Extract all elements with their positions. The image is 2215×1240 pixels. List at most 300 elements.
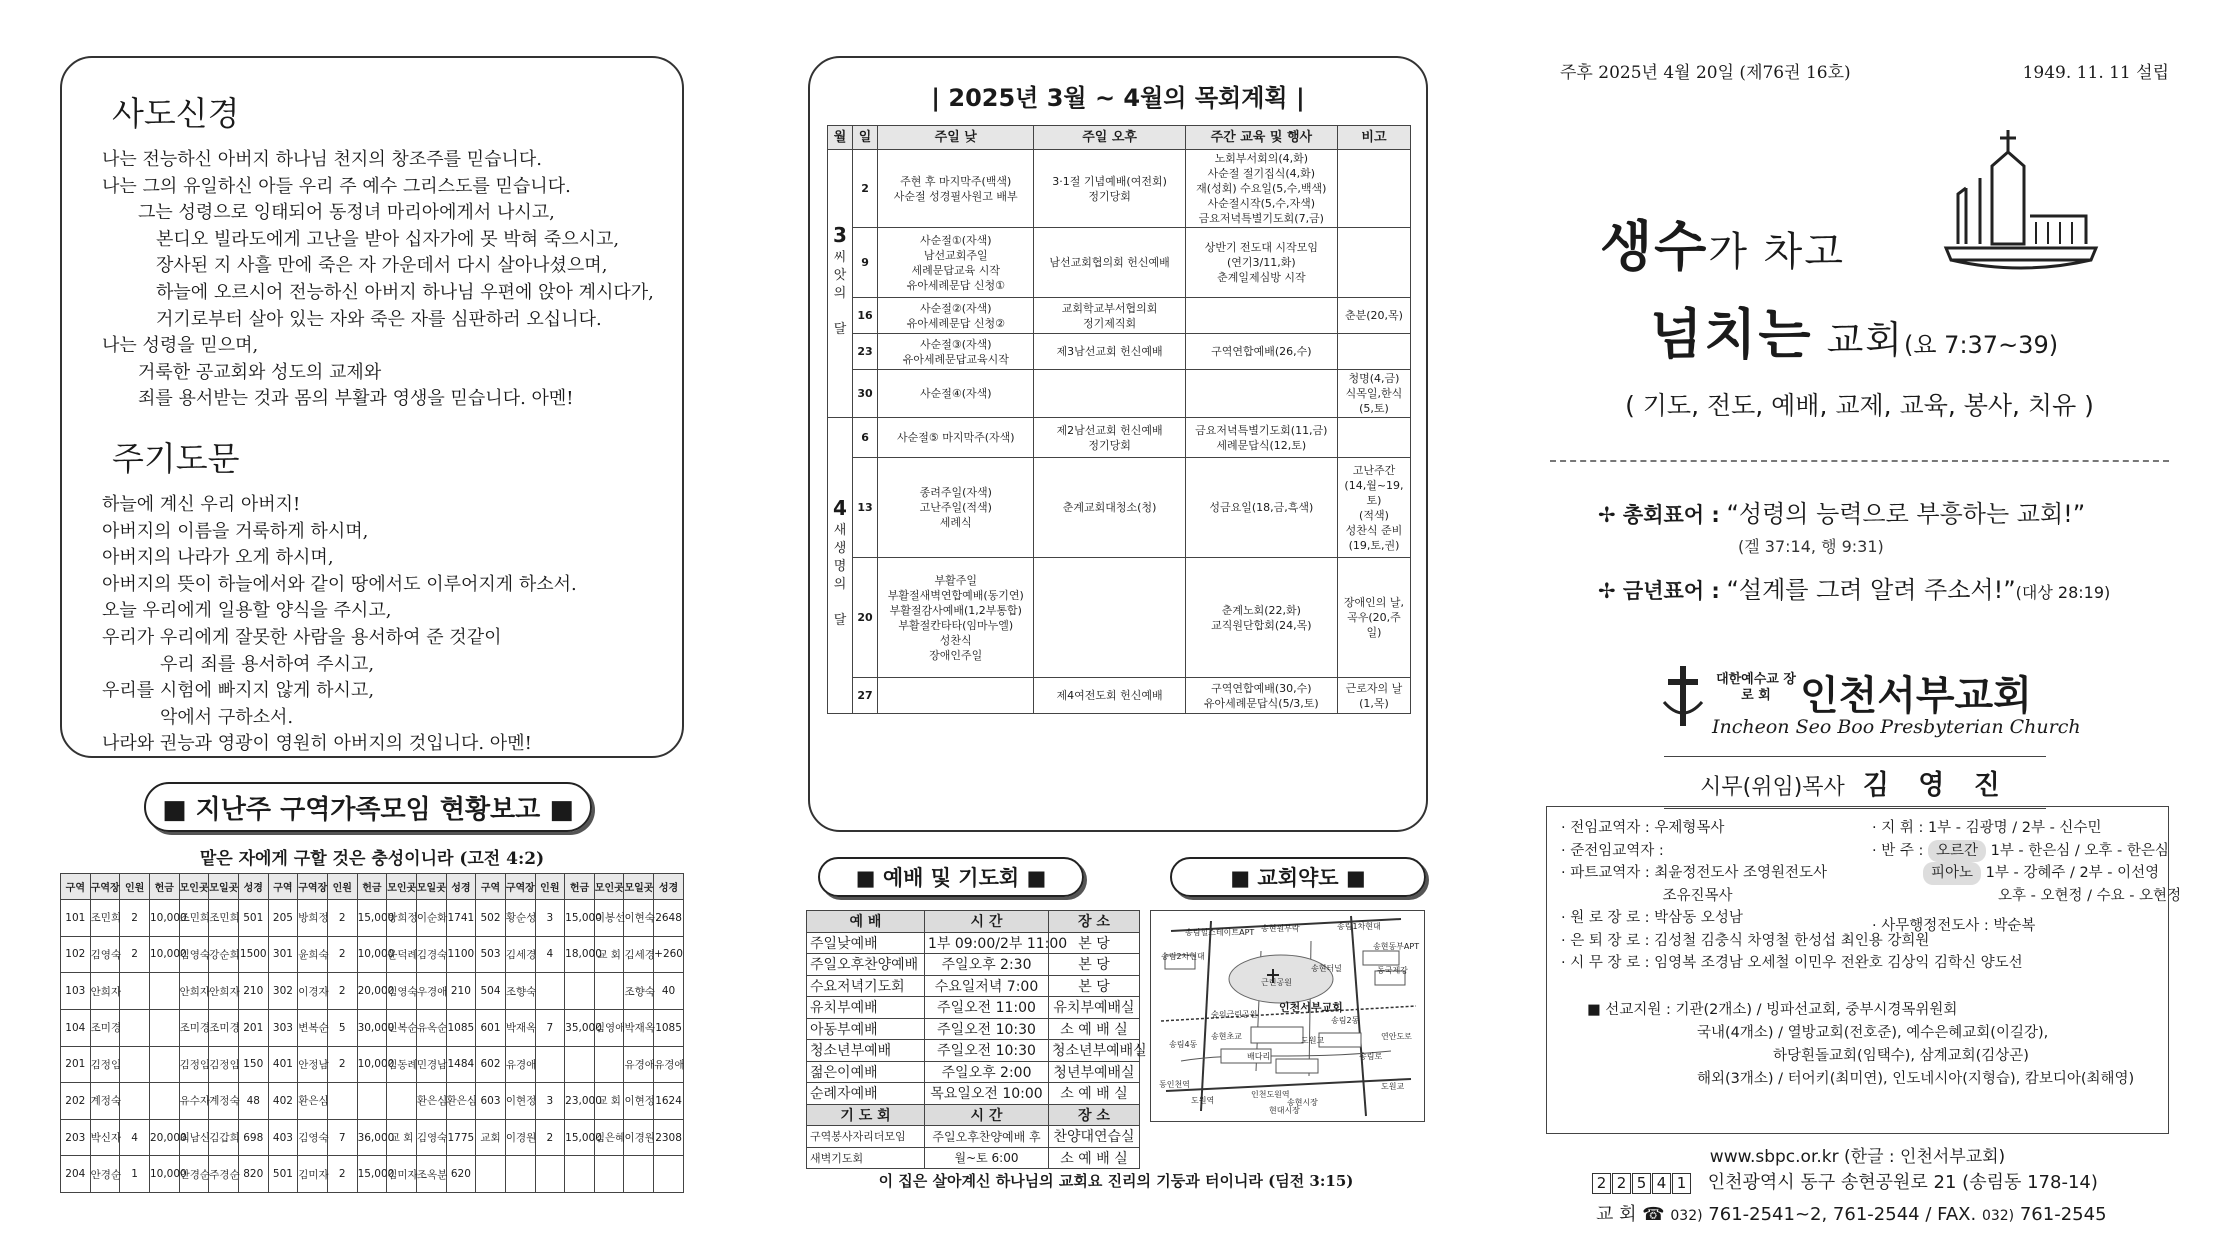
zip-digit: 1 <box>1672 1173 1691 1194</box>
plan-header: 주일 오후 <box>1034 126 1185 150</box>
report-cell: 유경애 <box>654 1046 684 1083</box>
report-cell: 203 <box>61 1119 91 1156</box>
plan-month-wrap <box>828 496 852 630</box>
map-label: 송림2차현대 <box>1161 952 1205 961</box>
table-row <box>61 973 684 1010</box>
table-row <box>807 1040 1140 1062</box>
report-cell: 2 <box>327 973 357 1010</box>
report-cell: 박재옥 <box>505 1009 535 1046</box>
plan-day: 30 <box>853 370 878 418</box>
worship-cell: 주일오전 10:30 <box>925 1018 1049 1040</box>
report-cell: 502 <box>476 900 506 937</box>
report-cell: 1775 <box>446 1119 476 1156</box>
report-cell: 김정임 <box>179 1046 209 1083</box>
report-cell: 유경애 <box>505 1046 535 1083</box>
report-cell: 20,000 <box>357 973 387 1010</box>
report-cell: 40 <box>654 973 684 1010</box>
map-church-label: 인천서부교회 <box>1279 1001 1343 1014</box>
senior-pastor: 시무(위임)목사 김 영 진 <box>1664 756 2046 809</box>
ministry-plan-table <box>827 125 1411 714</box>
report-cell <box>505 1156 535 1193</box>
plan-cell-am <box>878 558 1034 678</box>
worship-cell: 아동부예배 <box>807 1018 925 1040</box>
report-cell: 민복순 <box>387 1009 417 1046</box>
plan-cell-pm <box>1034 370 1185 418</box>
plan-cell-line: 제4여전도회 헌신예배 <box>1056 689 1163 702</box>
report-cell: 강순희 <box>209 936 239 973</box>
report-header: 성경 <box>446 874 476 900</box>
divider <box>1550 460 2169 462</box>
plan-cell-line: 구역연합예배(26,수) <box>1211 345 1312 358</box>
report-cell: 조옥분 <box>416 1156 446 1193</box>
plan-cell-event <box>1185 678 1337 714</box>
annual-motto: ✢ 금년표어 : “설계를 그려 알려 주소서!”(대상 28:19) <box>1598 576 2111 604</box>
report-cell: 1484 <box>446 1046 476 1083</box>
report-cell: 김영숙 <box>387 973 417 1010</box>
report-cell: 이경원 <box>505 1119 535 1156</box>
table-row <box>807 975 1140 997</box>
report-cell: 변복순 <box>298 1009 328 1046</box>
plan-cell-line: 교직원단합회(24,목) <box>1211 618 1312 632</box>
plan-cell-line: 사순절③(자색) <box>919 337 992 351</box>
worship-cell: 주일오전 11:00 <box>925 997 1049 1019</box>
creed-line: 나는 성령을 믿으며, <box>102 335 259 357</box>
plan-month-char: 의 <box>833 577 847 592</box>
plan-cell-am <box>878 228 1034 298</box>
report-subtitle: 맡은 자에게 구할 것은 충성이니라 (고전 4:2) <box>199 849 545 869</box>
staff-line: · 준전임교역자 : <box>1561 842 1664 859</box>
report-cell: 김미자 <box>387 1156 417 1193</box>
creed-prayer-box <box>60 56 684 758</box>
report-cell <box>535 1156 565 1193</box>
report-cell: 김세경 <box>624 936 654 973</box>
report-cell: 윤덕례 <box>387 936 417 973</box>
plan-cell-line: 성금요일(18,금,흑색) <box>1209 501 1314 514</box>
worship-cell: 구역봉사자리더모임 <box>807 1126 925 1148</box>
worship-header: 시 간 <box>925 1104 1049 1126</box>
plan-cell-pm <box>1034 334 1185 370</box>
report-cell: 환은심 <box>298 1083 328 1120</box>
plan-cell-line: 금요저녁특별기도회(7,금) <box>1198 212 1324 225</box>
report-cell: 이봉선 <box>594 900 624 937</box>
creed-line: 거기로부터 살아 있는 자와 죽은 자를 심판하러 오십니다. <box>156 308 602 330</box>
creed-line: 하늘에 오르시어 전능하신 아버지 하나님 우편에 앉아 계시다가, <box>156 281 654 303</box>
plan-cell-line: (적색) <box>1359 508 1389 522</box>
report-header: 인원 <box>120 874 150 900</box>
map-label: 송현시장 <box>1287 1098 1318 1107</box>
report-cell: 김경숙 <box>416 936 446 973</box>
plan-cell-line: 제3남선교회 헌신예배 <box>1056 345 1163 358</box>
plan-month <box>828 150 853 418</box>
report-cell: 1624 <box>654 1083 684 1120</box>
plan-month-name <box>834 249 847 339</box>
map-label: 도원역 <box>1191 1096 1215 1105</box>
mission-line: 국내(4개소) / 열방교회(전호준), 예수은혜교회(이길강), <box>1697 1025 2049 1041</box>
ministry-plan-box <box>808 56 1428 832</box>
plan-month-char <box>834 303 847 321</box>
prayer-line: 오늘 우리에게 일용할 양식을 주시고, <box>102 600 392 622</box>
worship-cell: 찬양대연습실 <box>1049 1126 1140 1148</box>
report-cell: 1 <box>120 1156 150 1193</box>
plan-cell-line: (14,월~19,토) <box>1344 478 1404 507</box>
plan-cell-event <box>1185 228 1337 298</box>
report-cell: 4 <box>120 1119 150 1156</box>
prayer-line: 나라와 권능과 영광이 영원히 아버지의 것입니다. 아멘! <box>102 733 532 755</box>
prayer-title: 주기도문 <box>112 438 240 478</box>
plan-cell-event <box>1185 458 1337 558</box>
report-cell: 이현정 <box>624 1083 654 1120</box>
report-cell: 102 <box>61 936 91 973</box>
plan-cell-pm <box>1034 458 1185 558</box>
plan-month-char: 앗 <box>833 268 847 283</box>
plan-cell-line: 3·1절 기념예배(여전회) <box>1052 174 1167 188</box>
report-cell: 환은심 <box>416 1083 446 1120</box>
report-cell: 방희정 <box>298 900 328 937</box>
report-title: ■ 지난주 구역가족모임 현황보고 ■ <box>144 782 592 832</box>
plan-cell-pm <box>1034 558 1185 678</box>
worship-cell: 청소년부예배실 <box>1049 1040 1140 1062</box>
plan-day: 20 <box>853 558 878 678</box>
report-cell: 402 <box>268 1083 298 1120</box>
report-cell: 5 <box>327 1009 357 1046</box>
plan-month-char <box>834 594 847 612</box>
prayer-line: 우리를 시험에 빠지지 않게 하시고, <box>102 680 375 702</box>
report-header: 성경 <box>238 874 268 900</box>
report-cell: 10,000 <box>149 900 179 937</box>
table-row <box>807 1126 1140 1148</box>
report-cell <box>120 1083 150 1120</box>
plan-cell-line: 춘계일제심방 시작 <box>1217 271 1306 284</box>
report-cell: 205 <box>268 900 298 937</box>
plan-cell-line: 사순절④(자색) <box>919 387 992 400</box>
report-cell: 주경순 <box>209 1156 239 1193</box>
report-cell: 403 <box>268 1119 298 1156</box>
report-cell: 최남신 <box>179 1119 209 1156</box>
creed-line: 장사된 지 사흘 만에 죽은 자 가운데서 다시 살아나셨으며, <box>156 255 608 277</box>
plan-day: 23 <box>853 334 878 370</box>
worship-header: 장 소 <box>1049 911 1140 933</box>
church-map <box>1150 910 1425 1122</box>
plan-cell-line: (연기3/11,화) <box>1226 256 1296 269</box>
plan-cell-am <box>878 370 1034 418</box>
worship-header: 기 도 회 <box>807 1104 925 1126</box>
worship-cell: 목요일오전 10:00 <box>925 1083 1049 1105</box>
plan-cell-pm <box>1034 678 1185 714</box>
worship-cell: 새벽기도회 <box>807 1147 925 1169</box>
report-header: 구역 <box>476 874 506 900</box>
prayer-line: 아버지의 뜻이 하늘에서와 같이 땅에서도 이루어지게 하소서. <box>102 573 577 595</box>
plan-cell-line: 노회부서회의(4,화) <box>1214 152 1309 165</box>
report-cell: 김영애 <box>594 1009 624 1046</box>
worship-cell: 주일오후찬양예배 <box>807 954 925 976</box>
report-cell <box>476 1156 506 1193</box>
report-cell: 교 회 <box>594 1083 624 1120</box>
map-label: 송림힐스테이트APT <box>1185 928 1255 937</box>
staff-line: 조유진목사 <box>1561 887 1733 904</box>
report-header: 인원 <box>535 874 565 900</box>
prayer-line: 악에서 구하소서. <box>160 706 294 728</box>
report-cell <box>149 1009 179 1046</box>
report-cell: 2 <box>327 1046 357 1083</box>
plan-cell-line: 고난주일(적색) <box>919 501 992 514</box>
report-cell: 104 <box>61 1009 91 1046</box>
report-cell: 2 <box>120 900 150 937</box>
report-cell: 이현정 <box>505 1083 535 1120</box>
group-report-table <box>60 873 684 1193</box>
report-cell: 황순성 <box>505 900 535 937</box>
report-cell: 2 <box>327 900 357 937</box>
table-row <box>807 1083 1140 1105</box>
creed-title: 사도신경 <box>112 94 240 133</box>
plan-row <box>828 150 1411 228</box>
worship-header: 시 간 <box>925 911 1049 933</box>
plan-cell-note <box>1337 558 1410 678</box>
report-cell <box>535 1046 565 1083</box>
plan-cell-event <box>1185 418 1337 458</box>
report-cell: 501 <box>268 1156 298 1193</box>
staff-piano: 피아노 1부 - 강혜주 / 2부 - 이선영 <box>1872 862 2181 885</box>
plan-cell-line: 춘계교회대청소(청) <box>1062 501 1157 514</box>
worship-cell: 1부 09:00/2부 11:00 <box>925 932 1049 954</box>
staff-line: · 원 로 장 로 : 박삼동 오성남 <box>1561 910 1743 926</box>
report-cell: 계정숙 <box>90 1083 120 1120</box>
report-cell: 교 회 <box>594 936 624 973</box>
report-cell <box>149 1046 179 1083</box>
report-cell: 유수자 <box>179 1083 209 1120</box>
report-cell: 18,000 <box>565 936 595 973</box>
staff-admin: · 사무행정전도사 : 박순복 <box>1872 918 2036 934</box>
report-cell: 101 <box>61 900 91 937</box>
report-cell: 10,000 <box>357 1046 387 1083</box>
plan-day: 2 <box>853 150 878 228</box>
report-cell: 조미경 <box>90 1009 120 1046</box>
report-cell: 안희자 <box>209 973 239 1010</box>
table-row <box>61 900 684 937</box>
map-label: 숭의근린공원 <box>1211 1010 1258 1019</box>
plan-cell-line: 정기제직회 <box>1083 316 1137 330</box>
worship-cell: 주일낮예배 <box>807 932 925 954</box>
report-cell: 1085 <box>654 1009 684 1046</box>
prayer-line: 우리 죄를 용서하여 주시고, <box>160 653 375 675</box>
report-cell: 조향숙 <box>505 973 535 1010</box>
table-row <box>61 1046 684 1083</box>
plan-day: 27 <box>853 678 878 714</box>
report-cell: 10,000 <box>149 1156 179 1193</box>
report-cell: 조향숙 <box>624 973 654 1010</box>
table-row <box>807 932 1140 954</box>
plan-cell-note <box>1337 298 1410 334</box>
plan-cell-line: 장애인주일 <box>929 648 983 662</box>
general-assembly-motto: ✢ 총회표어 : “성령의 능력으로 부흥하는 교회!” <box>1598 500 2086 528</box>
plan-cell-line: 유아세례문답 신청② <box>906 316 1005 330</box>
report-cell: 김갑희 <box>209 1119 239 1156</box>
map-label: 현대시장 <box>1269 1106 1300 1115</box>
worship-prayer-header-row <box>807 1104 1140 1126</box>
church-values: ( 기도, 전도, 예배, 교제, 교육, 봉사, 치유 ) <box>1625 391 2094 420</box>
plan-row <box>828 418 1411 458</box>
mission-support <box>1587 999 2134 1091</box>
plan-cell-note <box>1337 458 1410 558</box>
denomination: 대한예수교 장 로 회 <box>1716 672 1796 703</box>
staff-accompanist: · 반 주 : 오르간 1부 - 한은심 / 오후 - 한은심 <box>1872 840 2181 863</box>
report-cell: 김미자 <box>298 1156 328 1193</box>
website[interactable]: www.sbpc.or.kr (한글 : 인천서부교회) <box>1709 1147 2006 1167</box>
report-cell: 103 <box>61 973 91 1010</box>
staff-piano-2: 오후 - 오현정 / 수요 - 오현정 <box>1998 887 2182 904</box>
plan-cell-line: 유아세례문답교육시작 <box>902 352 1009 366</box>
table-row <box>807 1061 1140 1083</box>
plan-row <box>828 370 1411 418</box>
cross-emblem-icon <box>1660 664 1706 728</box>
report-cell: 김영숙 <box>90 936 120 973</box>
report-cell: 김동례 <box>387 1046 417 1083</box>
map-label: 동국제강 <box>1377 966 1408 975</box>
plan-cell-line: 부활주일 <box>934 573 977 587</box>
report-header: 모인곳 <box>387 874 417 900</box>
report-cell: 150 <box>238 1046 268 1083</box>
plan-month-wrap <box>828 223 852 339</box>
plan-cell-line: 정기당회 <box>1088 189 1131 203</box>
report-cell: 계정숙 <box>209 1083 239 1120</box>
plan-cell-line: 곡우(20,주일) <box>1347 611 1401 639</box>
report-cell <box>149 973 179 1010</box>
table-row <box>61 936 684 973</box>
plan-cell-line: 부활절새벽연합예배(동기연) <box>887 588 1024 602</box>
report-cell <box>149 1083 179 1120</box>
plan-cell-line: 세례문답식(12,토) <box>1216 438 1307 452</box>
table-row <box>807 1018 1140 1040</box>
plan-cell-line: 장애인의 날, <box>1343 596 1405 609</box>
report-cell: 윤희숙 <box>298 936 328 973</box>
plan-month-char: 달 <box>833 322 847 337</box>
report-cell <box>535 973 565 1010</box>
report-cell: 조민희 <box>90 900 120 937</box>
plan-cell-am <box>878 678 1034 714</box>
report-cell: 이순화 <box>416 900 446 937</box>
plan-cell-note <box>1337 370 1410 418</box>
plan-cell-pm <box>1034 418 1185 458</box>
plan-cell-pm <box>1034 150 1185 228</box>
report-cell: 조미경 <box>209 1009 239 1046</box>
report-cell <box>594 1046 624 1083</box>
plan-row <box>828 334 1411 370</box>
mission-line: 해외(3개소) / 터어키(최미연), 인도네시아(지형습), 캄보디아(최해영) <box>1697 1071 2135 1087</box>
plan-cell-line: 유아세례문답식(5/3,토) <box>1203 696 1319 710</box>
report-cell: 23,000 <box>565 1083 595 1120</box>
map-label: 동인천역 <box>1159 1080 1190 1089</box>
prayer-line: 아버지의 나라가 오게 하시며, <box>102 547 334 569</box>
plan-cell-event <box>1185 298 1337 334</box>
report-cell: 민경남 <box>416 1046 446 1083</box>
map-label: 송현터널 <box>1311 964 1342 973</box>
plan-cell-line: 사순절시작(5,수,자색) <box>1207 197 1316 210</box>
zip-code <box>1592 1172 1692 1193</box>
report-cell: 2 <box>120 936 150 973</box>
report-cell: 환은심 <box>446 1083 476 1120</box>
report-cell: 20,000 <box>149 1119 179 1156</box>
plan-cell-event <box>1185 150 1337 228</box>
report-cell <box>565 1046 595 1083</box>
report-cell: 김영숙 <box>179 936 209 973</box>
plan-cell-line: 사순절 절기집식(4,화) <box>1207 167 1316 180</box>
report-cell: 15,000 <box>357 1156 387 1193</box>
report-cell: 2308 <box>654 1119 684 1156</box>
worship-cell: 소 예 배 실 <box>1049 1147 1140 1169</box>
report-cell <box>120 1046 150 1083</box>
report-cell: 2 <box>327 936 357 973</box>
founded-date: 1949. 11. 11 설립 <box>2022 63 2169 83</box>
map-label: 인천도원역 <box>1251 1090 1290 1099</box>
worship-cell: 주일오후 2:30 <box>925 954 1049 976</box>
plan-cell-line: 고난주간 <box>1352 463 1396 477</box>
staff-line: · 은 퇴 장 로 : 김성철 김충식 차영철 한성섭 최인용 강희원 <box>1561 932 1930 949</box>
worship-cell: 유치부예배실 <box>1049 997 1140 1019</box>
report-cell: 김세경 <box>505 936 535 973</box>
bulletin-date: 주후 2025년 4월 20일 (제76권 16호) <box>1560 63 1851 83</box>
worship-cell: 월~토 6:00 <box>925 1147 1049 1169</box>
zip-digit: 2 <box>1592 1173 1611 1194</box>
church-name: 인천서부교회 <box>1800 673 2032 719</box>
report-cell: 4 <box>535 936 565 973</box>
report-cell <box>594 973 624 1010</box>
report-cell: 10,000 <box>149 936 179 973</box>
report-header: 모인곳 <box>594 874 624 900</box>
report-cell: 204 <box>61 1156 91 1193</box>
map-title: ■ 교회약도 ■ <box>1170 857 1426 897</box>
plan-cell-line: 남선교회협의회 헌신예배 <box>1049 256 1170 269</box>
plan-cell-line: 유아세례문답 신청① <box>906 278 1005 292</box>
worship-cell: 청년부예배실 <box>1049 1061 1140 1083</box>
plan-row <box>828 678 1411 714</box>
map-label: 도원교 <box>1301 1036 1325 1045</box>
plan-cell-line: 사순절②(자색) <box>919 301 992 315</box>
plan-cell-line: 부활절칸타타(임마누엘) <box>898 618 1014 632</box>
slogan-line-2: 넘치는 교회(요 7:37~39) <box>1650 303 2059 366</box>
plan-cell-event <box>1185 334 1337 370</box>
worship-header: 장 소 <box>1049 1104 1140 1126</box>
report-cell <box>624 1156 654 1193</box>
report-cell: 우경애 <box>416 973 446 1010</box>
map-label: 송현초교 <box>1211 1032 1242 1041</box>
staff-line: · 시 무 장 로 : 임영복 조경남 오세철 이민우 전완호 김상익 김학신 양도선 <box>1561 955 2023 971</box>
general-assembly-motto-ref: (겔 37:14, 행 9:31) <box>1738 537 1884 556</box>
report-cell: 503 <box>476 936 506 973</box>
report-cell: 3 <box>535 1083 565 1120</box>
report-cell: 301 <box>268 936 298 973</box>
table-row <box>61 1119 684 1156</box>
plan-cell-line: (1,목) <box>1359 696 1389 710</box>
map-label: 연안도로 <box>1381 1032 1412 1041</box>
report-header: 헌금 <box>149 874 179 900</box>
mission-line: ■ 선교지원 : 기관(2개소) / 빙파선교회, 중부시경목위원회 <box>1587 1002 1958 1018</box>
report-cell: 15,000 <box>565 1119 595 1156</box>
plan-day: 13 <box>853 458 878 558</box>
report-cell: 15,000 <box>357 900 387 937</box>
report-cell: 302 <box>268 973 298 1010</box>
prayer-line: 우리가 우리에게 잘못한 사람을 용서하여 준 것같이 <box>102 626 502 648</box>
report-cell: 안희자 <box>90 973 120 1010</box>
prayer-text <box>102 492 642 758</box>
plan-row <box>828 298 1411 334</box>
report-cell: 820 <box>238 1156 268 1193</box>
map-label: 송현원부락 <box>1261 924 1300 933</box>
zip-digit: 4 <box>1652 1173 1671 1194</box>
worship-cell: 본 당 <box>1049 975 1140 997</box>
table-row <box>807 1147 1140 1169</box>
plan-cell-line: 부활절감사예배(1,2부통합) <box>889 603 1022 617</box>
plan-month-number: 3 <box>833 223 847 247</box>
report-cell: 15,000 <box>565 900 595 937</box>
